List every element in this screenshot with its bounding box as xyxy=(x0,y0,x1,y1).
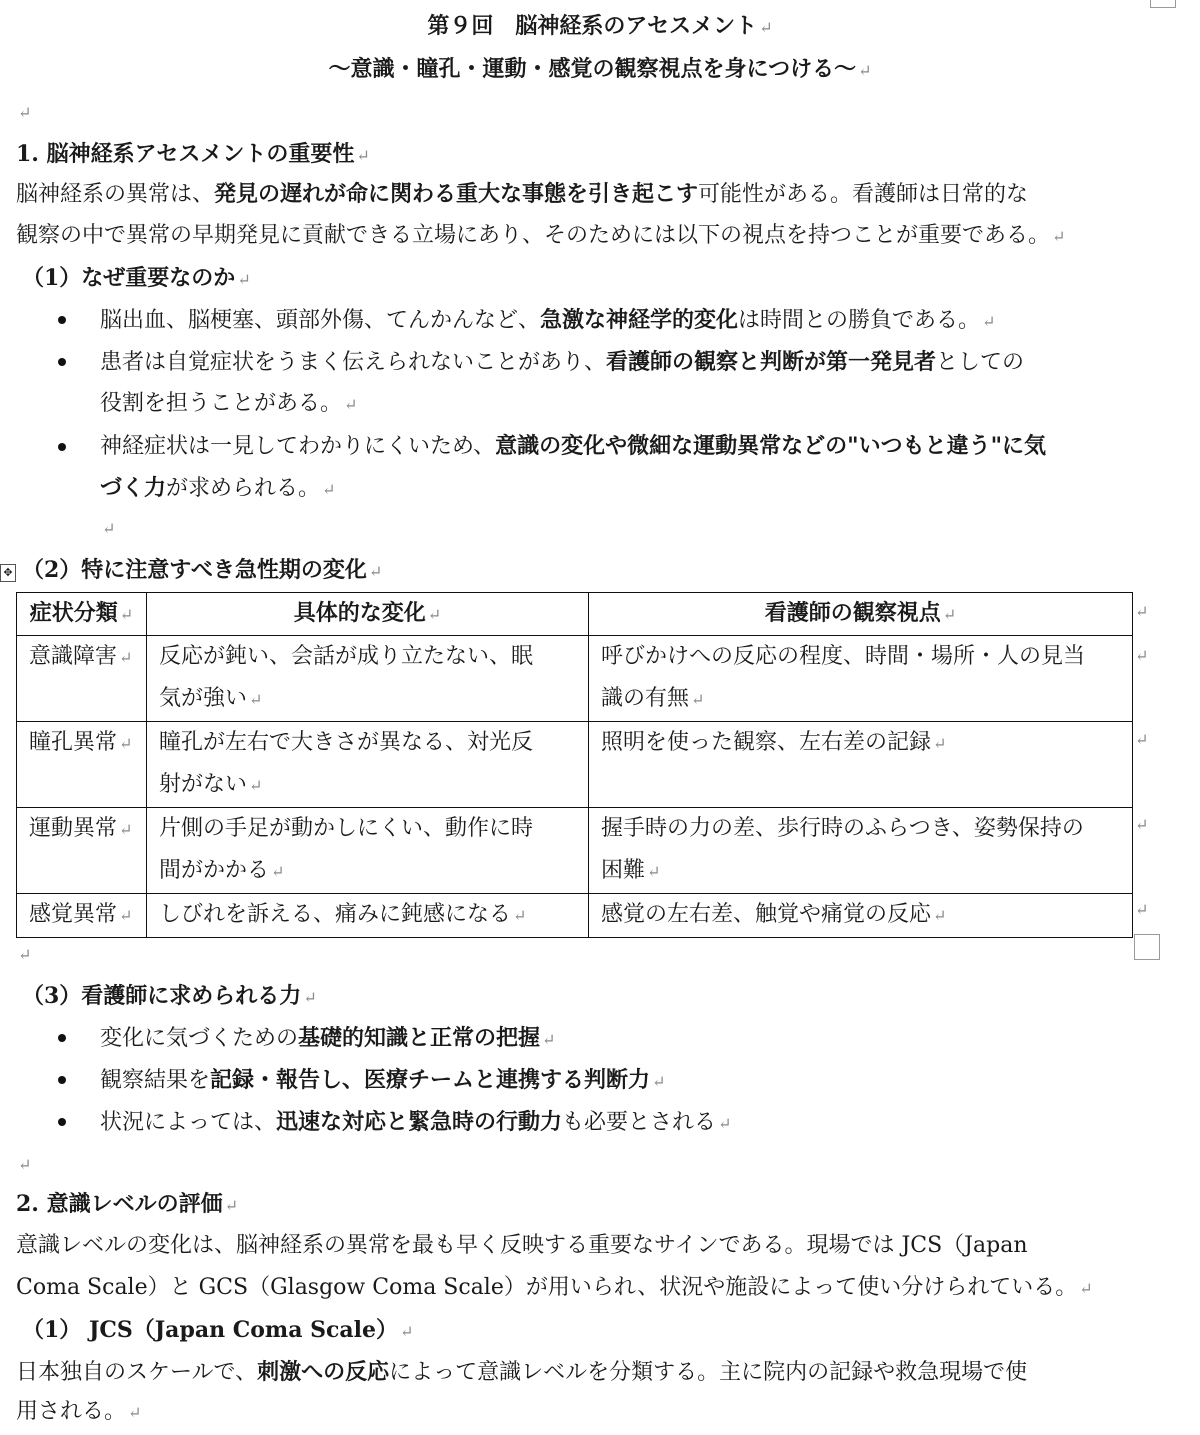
table-cell-category: 瞳孔異常 ↵ xyxy=(17,722,147,808)
table-row xyxy=(17,894,1133,938)
jcs-paragraph-line-2: 用される。 ↵ xyxy=(16,1399,142,1424)
list-item: 脳出血、脳梗塞、頭部外傷、てんかんなど、急激な神経学的変化は時間との勝負である。 ↵ xyxy=(100,307,996,333)
table-header-cell: 症状分類 ↵ xyxy=(17,593,147,636)
subheading-why-important: （1）なぜ重要なのか ↵ xyxy=(22,265,251,291)
table-row xyxy=(17,722,1133,808)
page-corner-marker xyxy=(1150,0,1176,8)
empty-paragraph: ↵ xyxy=(18,945,32,964)
table-cell-change: しびれを訴える、痛みに鈍感になる ↵ xyxy=(147,894,589,938)
table-cell-category: 意識障害 ↵ xyxy=(17,636,147,722)
subheading-jcs: （1） JCS（Japan Coma Scale） ↵ xyxy=(22,1317,414,1343)
bullet-dot xyxy=(58,443,66,451)
table-cell-change: 反応が鈍い、会話が成り立たない、眠 気が強い ↵ xyxy=(147,636,589,722)
section-1-paragraph-line-2: 観察の中で異常の早期発見に貢献できる立場にあり、そのためには以下の視点を持つことが重要である。 ↵ xyxy=(16,223,1066,248)
document-subtitle: 〜意識・瞳孔・運動・感覚の観察視点を身につける〜 ↵ xyxy=(328,56,872,82)
bullet-dot xyxy=(58,1034,66,1042)
table-header-cell: 看護師の観察視点 ↵ xyxy=(589,593,1133,636)
table-row xyxy=(17,808,1133,894)
empty-paragraph: ↵ xyxy=(18,103,32,122)
table-cell-observation: 握手時の力の差、歩行時のふらつき、姿勢保持の 困難 ↵ xyxy=(589,808,1133,894)
list-item: 患者は自覚症状をうまく伝えられないことがあり、看護師の観察と判断が第一発見者としての xyxy=(100,349,1025,375)
table-move-handle-icon[interactable]: ✥ xyxy=(0,564,16,582)
list-item: 神経症状は一見してわかりにくいため、意識の変化や微細な運動異常などの"いつもと違う"に気 xyxy=(100,433,1047,459)
table-cell-change: 片側の手足が動かしにくい、動作に時 間がかかる ↵ xyxy=(147,808,589,894)
table-cell-observation: 呼びかけへの反応の程度、時間・場所・人の見当 識の有無 ↵ xyxy=(589,636,1133,722)
subheading-required-skills: （3）看護師に求められる力 ↵ xyxy=(22,983,317,1009)
row-end-mark: ↵ xyxy=(1135,900,1149,919)
table-cell-category: 運動異常 ↵ xyxy=(17,808,147,894)
table-resize-handle[interactable] xyxy=(1134,934,1160,960)
table-cell-change: 瞳孔が左右で大きさが異なる、対光反 射がない ↵ xyxy=(147,722,589,808)
list-item-continuation: づく力が求められる。 ↵ xyxy=(100,475,336,501)
table-row xyxy=(17,636,1133,722)
section-1-paragraph-line-1: 脳神経系の異常は、発見の遅れが命に関わる重大な事態を引き起こす可能性がある。看護師は日常的な xyxy=(16,181,1029,207)
empty-paragraph: ↵ xyxy=(18,1155,32,1174)
row-end-mark: ↵ xyxy=(1135,730,1149,749)
list-item: 観察結果を記録・報告し、医療チームと連携する判断力 ↵ xyxy=(100,1067,666,1093)
row-end-mark: ↵ xyxy=(1135,815,1149,834)
section-2-paragraph-line-1: 意識レベルの変化は、脳神経系の異常を最も早く反映する重要なサインである。現場では JCS（Japan xyxy=(16,1233,1028,1258)
subheading-acute-changes: （2）特に注意すべき急性期の変化 ↵ xyxy=(22,557,383,583)
table-cell-category: 感覚異常 ↵ xyxy=(17,894,147,938)
section-2-heading: 2. 意識レベルの評価 ↵ xyxy=(16,1191,239,1217)
empty-paragraph: ↵ xyxy=(102,519,116,538)
bullet-dot xyxy=(58,1076,66,1084)
symptom-table xyxy=(16,592,1133,938)
list-item: 状況によっては、迅速な対応と緊急時の行動力も必要とされる ↵ xyxy=(100,1109,732,1135)
table-header-row xyxy=(17,593,1133,636)
bullet-dot xyxy=(58,358,66,366)
section-1-heading: 1. 脳神経系アセスメントの重要性 ↵ xyxy=(16,141,370,167)
bullet-dot xyxy=(58,1118,66,1126)
table-cell-observation: 感覚の左右差、触覚や痛覚の反応 ↵ xyxy=(589,894,1133,938)
jcs-paragraph-line-1: 日本独自のスケールで、刺激への反応によって意識レベルを分類する。主に院内の記録や救急現場で使 xyxy=(16,1359,1028,1385)
list-item-continuation: 役割を担うことがある。 ↵ xyxy=(100,391,358,416)
row-end-mark: ↵ xyxy=(1135,646,1149,665)
row-end-mark: ↵ xyxy=(1135,602,1149,621)
table-cell-observation: 照明を使った観察、左右差の記録 ↵ xyxy=(589,722,1133,808)
list-item: 変化に気づくための基礎的知識と正常の把握 ↵ xyxy=(100,1025,556,1051)
table-header-cell: 具体的な変化 ↵ xyxy=(147,593,589,636)
bullet-dot xyxy=(58,316,66,324)
section-2-paragraph-line-2: Coma Scale）と GCS（Glasgow Coma Scale）が用いられ、状況や施設によって使い分けられている。 ↵ xyxy=(16,1275,1093,1300)
document-title: 第９回 脳神経系のアセスメント ↵ xyxy=(427,13,773,39)
